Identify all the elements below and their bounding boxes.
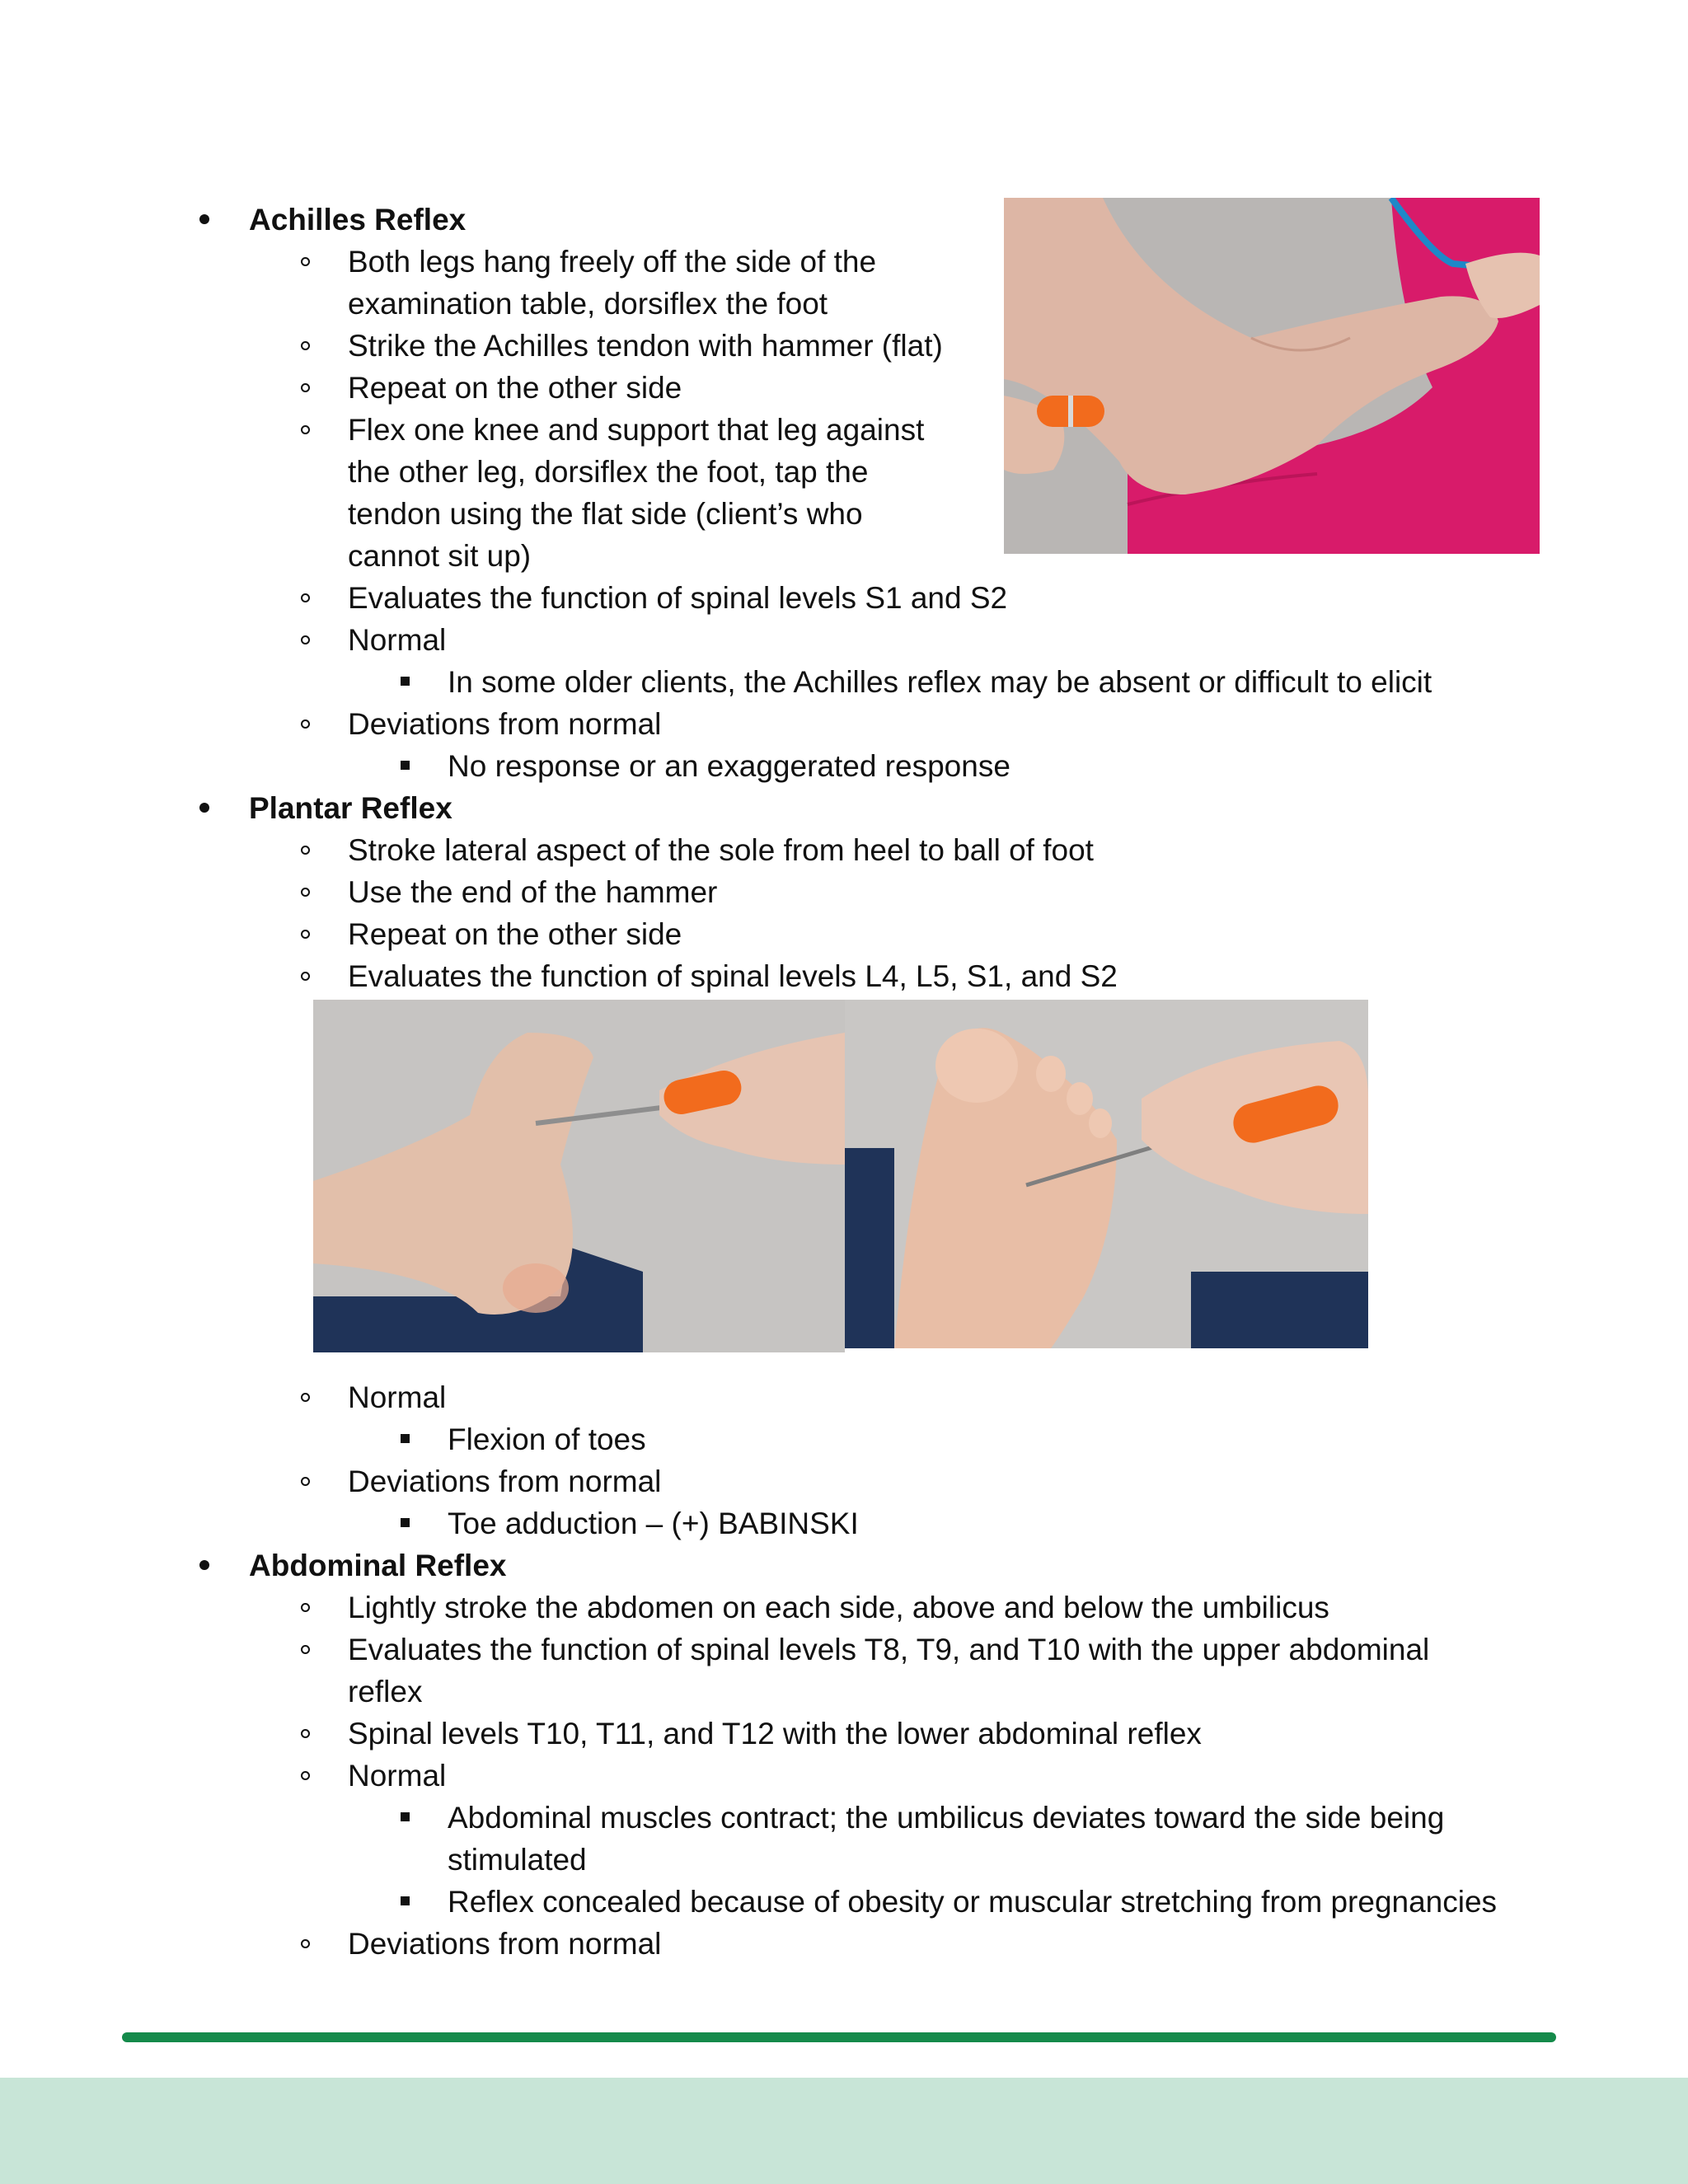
list-item: Deviations from normal (348, 1927, 662, 1961)
list-subitem: Abdominal muscles contract; the umbilicus deviates toward the side being (448, 1801, 1445, 1835)
achilles-reflex-photo (1004, 198, 1540, 554)
list-item-continuation: cannot sit up) (348, 539, 532, 573)
list-item: Deviations from normal (348, 707, 662, 741)
heading-abdominal-reflex: Abdominal Reflex (249, 1549, 507, 1582)
list-item: Use the end of the hammer (348, 875, 718, 909)
list-subitem: In some older clients, the Achilles reflex may be absent or difficult to elicit (448, 665, 1432, 699)
list-item: Evaluates the function of spinal levels T8, T9, and T10 with the upper abdominal (348, 1633, 1430, 1666)
list-item-continuation: tendon using the flat side (client’s who (348, 497, 863, 531)
list-item: Both legs hang freely off the side of the (348, 245, 877, 279)
list-subitem: Flexion of toes (448, 1422, 646, 1456)
list-item: Stroke lateral aspect of the sole from heel to ball of foot (348, 833, 1094, 867)
list-item: Repeat on the other side (348, 371, 682, 405)
list-item: Normal (348, 1380, 447, 1414)
list-item: Spinal levels T10, T11, and T12 with the lower abdominal reflex (348, 1717, 1202, 1750)
list-item-continuation: reflex (348, 1675, 423, 1708)
list-item-continuation: the other leg, dorsiflex the foot, tap the (348, 455, 869, 489)
list-item: Evaluates the function of spinal levels L4, L5, S1, and S2 (348, 959, 1118, 993)
list-item: Normal (348, 623, 447, 657)
list-subitem: Reflex concealed because of obesity or muscular stretching from pregnancies (448, 1885, 1498, 1919)
list-item: Lightly stroke the abdomen on each side, above and below the umbilicus (348, 1591, 1329, 1624)
footer-band (0, 2078, 1688, 2184)
plantar-reflex-photo-left (313, 1000, 845, 1352)
list-subitem: No response or an exaggerated response (448, 749, 1010, 783)
heading-plantar-reflex: Plantar Reflex (249, 791, 452, 825)
list-item: Repeat on the other side (348, 917, 682, 951)
list-item: Deviations from normal (348, 1465, 662, 1498)
plantar-reflex-photo-right (845, 1000, 1368, 1348)
heading-achilles-reflex: Achilles Reflex (249, 203, 467, 237)
list-item: Strike the Achilles tendon with hammer (flat) (348, 329, 943, 363)
list-subitem-continuation: stimulated (448, 1843, 587, 1877)
list-subitem: Toe adduction – (+) BABINSKI (448, 1507, 859, 1540)
list-item: Flex one knee and support that leg against (348, 413, 925, 447)
list-item-continuation: examination table, dorsiflex the foot (348, 287, 828, 321)
list-item: Evaluates the function of spinal levels S1 and S2 (348, 581, 1008, 615)
list-item: Normal (348, 1759, 447, 1793)
footer-divider (122, 2032, 1556, 2042)
